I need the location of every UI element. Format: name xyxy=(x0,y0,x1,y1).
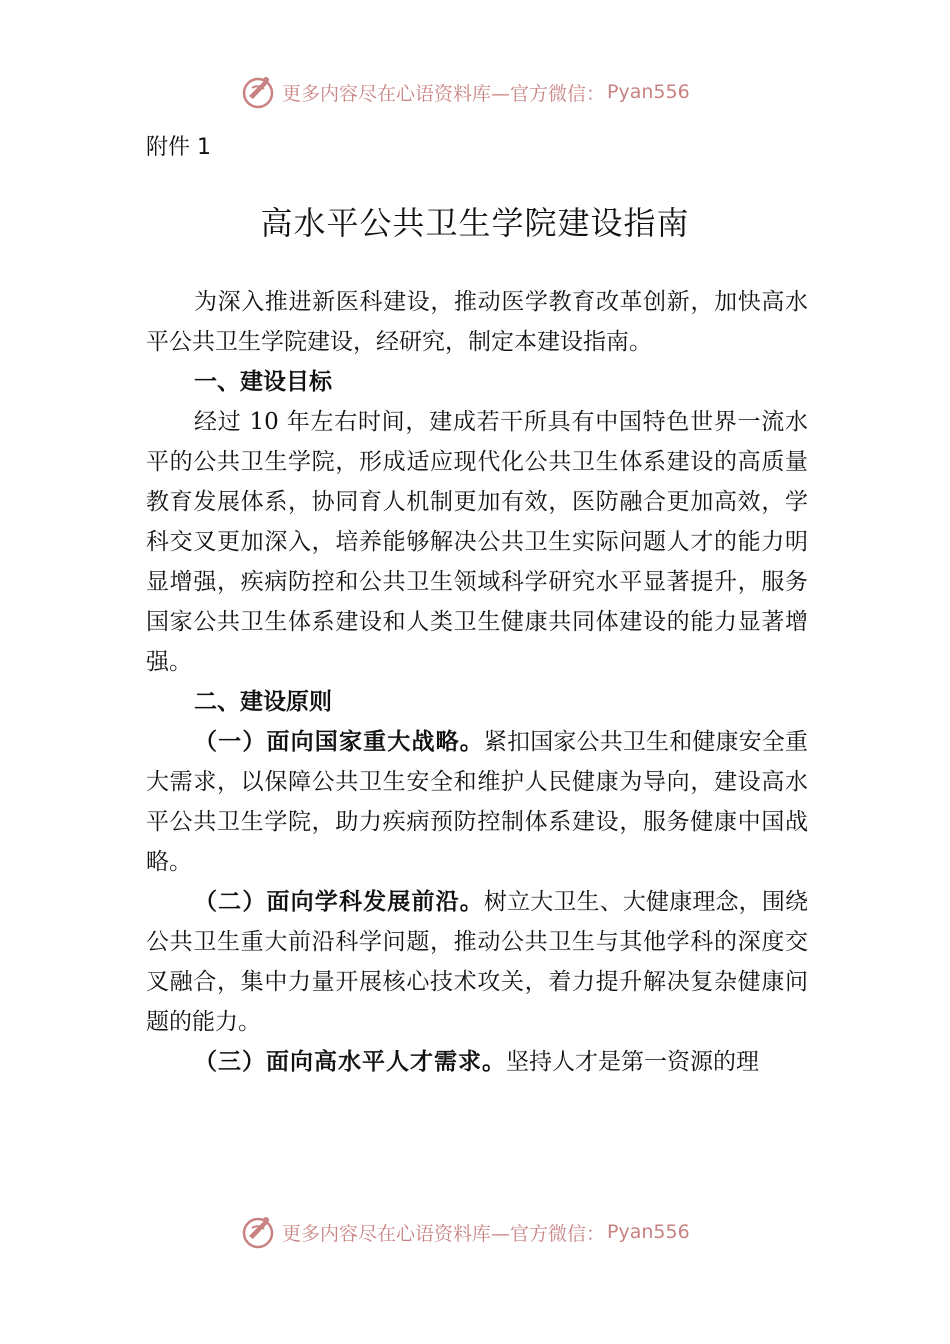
principle-lead: （三）面向高水平人才需求。 xyxy=(194,1048,506,1075)
watermark-text: 更多内容尽在心语资料库—官方微信： xyxy=(282,1222,606,1245)
section-2-heading: 二、建设原则 xyxy=(194,689,332,715)
attachment-label: 附件 1 xyxy=(146,135,211,160)
principle-lead: （一）面向国家重大战略。 xyxy=(194,728,484,755)
watermark-footer xyxy=(240,1212,690,1252)
watermark-account: Pyan556 xyxy=(607,81,690,103)
watermark-header xyxy=(240,72,690,112)
principle-text: 坚持人才是第一资源的理 xyxy=(506,1049,759,1075)
principle-paragraph xyxy=(146,882,808,1042)
document-body xyxy=(146,282,808,1082)
brand-logo-icon xyxy=(240,74,276,110)
document-title: 高水平公共卫生学院建设指南 xyxy=(260,204,690,242)
watermark-text: 更多内容尽在心语资料库—官方微信： xyxy=(282,82,606,105)
section-1-paragraph: 经过 10 年左右时间，建成若干所具有中国特色世界一流水平的公共卫生学院，形成适应现代化公共卫生体系建设的高质量教育发展体系，协同育人机制更加有效，医防融合更加高效，学科交叉更加深入，培养能够解决公共卫生实际问题人才的能力明显增强，疾病防控和公共卫生领域科学研究水平显著提升，服务国家公共卫生体系建设和人类卫生健康共同体建设的能力显著增强。 xyxy=(146,409,808,675)
principle-text: 树立大卫生、大健康理念，围绕公共卫生重大前沿科学问题，推动公共卫生与其他学科的深度交叉融合，集中力量开展核心技术攻关，着力提升解决复杂健康问题的能力。 xyxy=(146,889,809,1035)
watermark-account: Pyan556 xyxy=(607,1221,690,1243)
principle-paragraph xyxy=(146,722,808,882)
section-1-heading: 一、建设目标 xyxy=(194,369,332,395)
principle-lead: （二）面向学科发展前沿。 xyxy=(194,888,484,915)
brand-logo-icon xyxy=(240,1214,276,1250)
principle-paragraph xyxy=(146,1042,808,1082)
intro-paragraph: 为深入推进新医科建设，推动医学教育改革创新，加快高水平公共卫生学院建设，经研究，制定本建设指南。 xyxy=(146,289,808,355)
principle-text: 紧扣国家公共卫生和健康安全重大需求，以保障公共卫生安全和维护人民健康为导向，建设高水平公共卫生学院，助力疾病预防控制体系建设，服务健康中国战略。 xyxy=(146,729,809,875)
